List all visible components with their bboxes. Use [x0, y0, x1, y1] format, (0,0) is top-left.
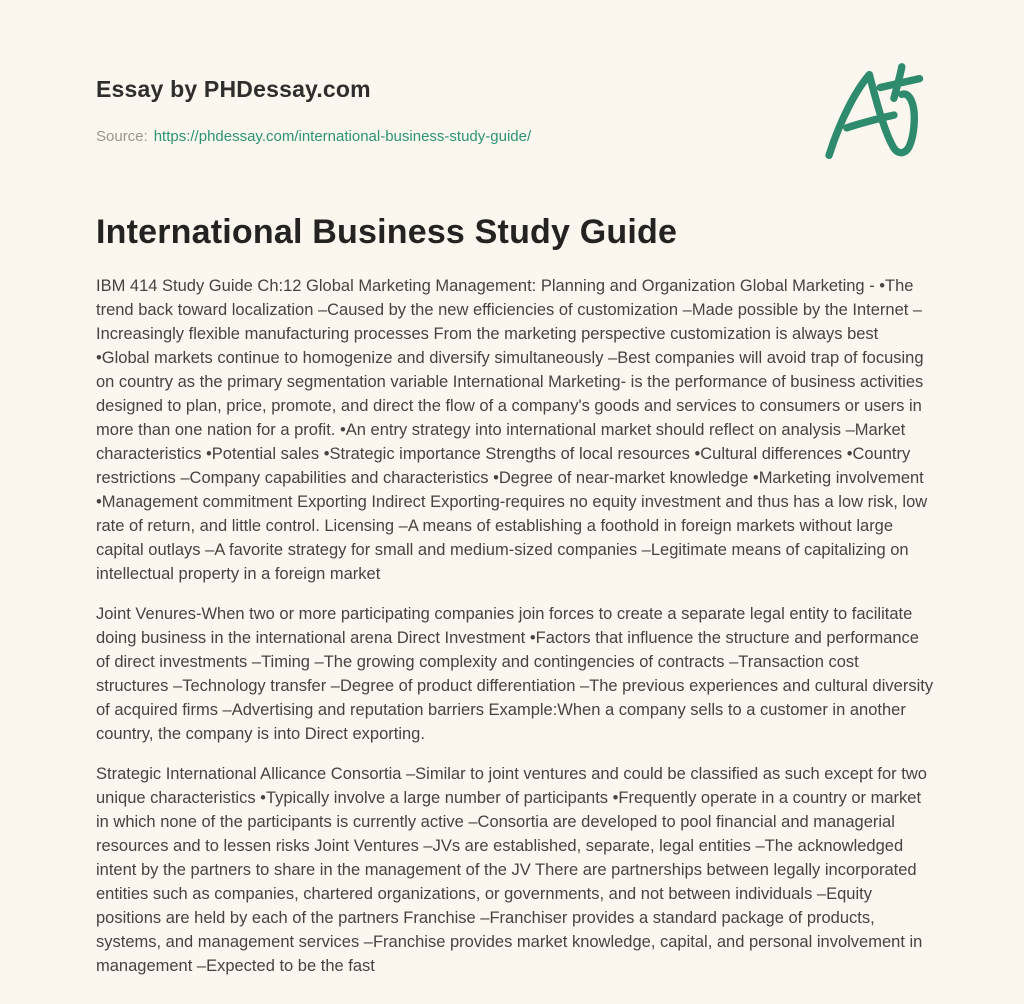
brand-title: Essay by PHDessay.com — [96, 76, 371, 102]
source-label: Source: — [96, 128, 148, 145]
page-title: International Business Study Guide — [96, 213, 678, 251]
essay-body — [96, 274, 934, 978]
essay-paragraph-2: Joint Venures-When two or more participating companies join forces to create a separate legal entity to facilitate doing business in the international arena Direct Investment •Factors that influence the structure and performance of direct investments –Timing –The growing complexity and contingencies of contracts –Transaction cost structures –Technology transfer –Degree of product differentiation –The previous experiences and cultural diversity of acquired firms –Advertising and reputation barriers Example:When a company sells to a customer in another country, the company is into Direct exporting. — [96, 605, 934, 743]
source-line — [96, 128, 934, 145]
essay-paragraph-3: Strategic International Allicance Consortia –Similar to joint ventures and could be classified as such except for two unique characteristics •Typically involve a large number of participants •Frequently operate in a country or market in which none of the participants is currently active –Consortia are developed to pool financial and managerial resources and to lessen risks Joint Ventures –JVs are established, separate, legal entities –The acknowledged intent by the partners to share in the management of the JV There are partnerships between legally incorporated entities such as companies, chartered organizations, or governments, and not between individuals –Equity positions are held by each of the partners Franchise –Franchiser provides a standard package of products, systems, and management services –Franchise provides market knowledge, capital, and personal involvement in management –Expected to be the fast — [96, 765, 927, 975]
a-plus-logo-strokes — [829, 67, 919, 156]
a-plus-logo-icon — [816, 58, 964, 176]
page-header — [96, 76, 934, 145]
essay-paragraph-1: IBM 414 Study Guide Ch:12 Global Marketing Management: Planning and Organization Global Marketing - •The trend back toward localization –Caused by the new efficiencies of customization –Made possible by the Internet –Increasingly flexible manufacturing processes From the marketing perspective customization is always best •Global markets continue to homogenize and diversify simultaneously –Best companies will avoid trap of focusing on country as the primary segmentation variable International Marketing- is the performance of business activities designed to plan, price, promote, and direct the flow of a company's goods and services to consumers or users in more than one nation for a profit. •An entry strategy into international market should reflect on analysis –Market characteristics •Potential sales •Strategic importance Strengths of local resources •Cultural differences •Country restrictions –Company capabilities and characteristics •Degree of near-market knowledge •Marketing involvement •Management commitment Exporting Indirect Exporting-requires no equity investment and thus has a low risk, low rate of return, and little control. Licensing –A means of establishing a foothold in foreign markets without large capital outlays –A favorite strategy for small and medium-sized companies –Legitimate means of capitalizing on intellectual property in a foreign market — [96, 277, 928, 583]
source-link[interactable]: https://phdessay.com/international-business-study-guide/ — [153, 128, 532, 145]
essay-content — [96, 211, 934, 978]
